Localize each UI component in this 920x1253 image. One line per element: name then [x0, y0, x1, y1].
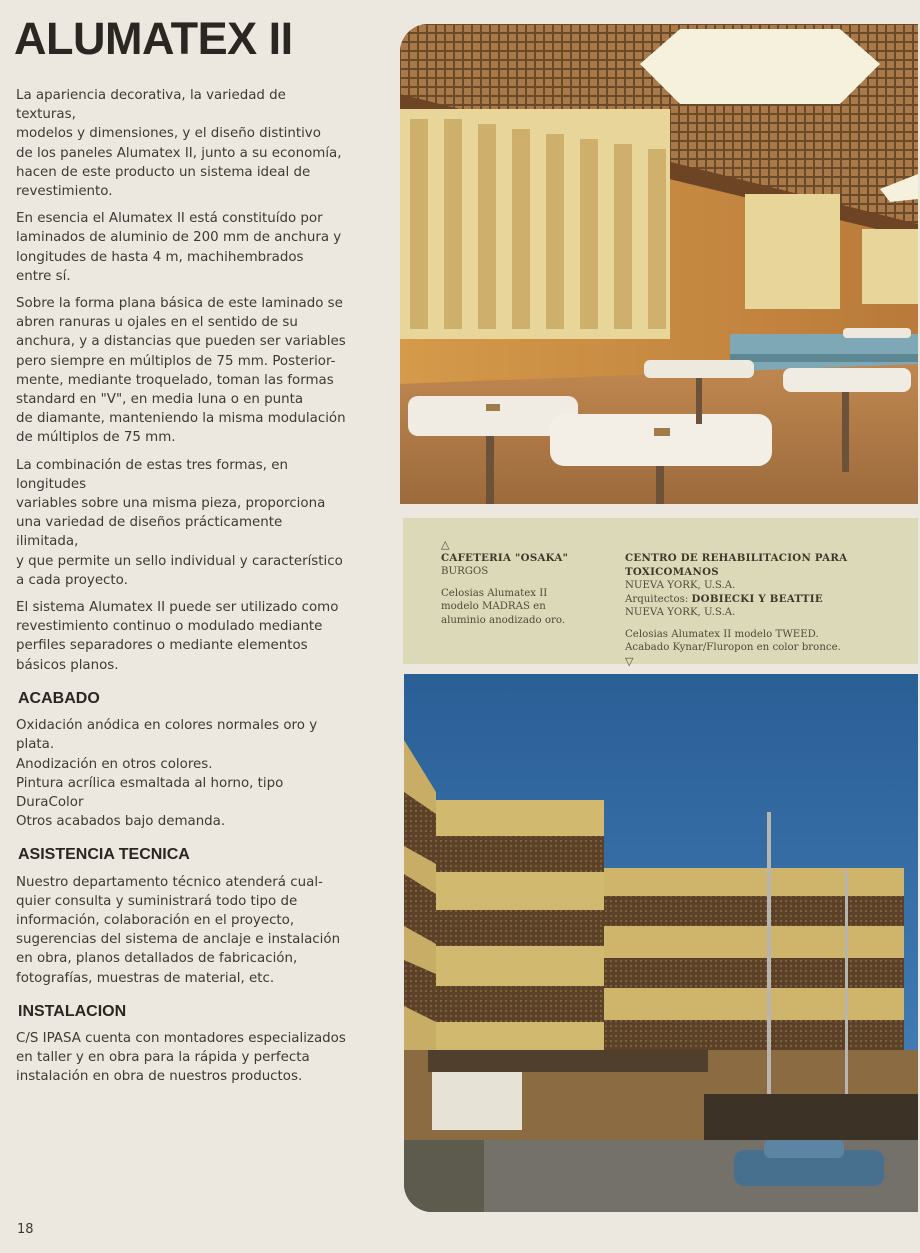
- text-line: modelos y dimensiones, y el diseño distintivo: [16, 126, 321, 142]
- text-line: de diamante, manteniendo la misma modulación: [16, 411, 346, 427]
- text-line: en obra, planos detallados de fabricación,: [16, 951, 298, 967]
- intro-paragraph-3: [16, 294, 346, 448]
- text-line: longitudes de hasta 4 m, machihembrados: [16, 249, 304, 265]
- text-line: Nuestro departamento técnico atenderá cual-: [16, 874, 323, 890]
- text-line: perfiles separadores o mediante elementos: [16, 638, 308, 654]
- text-line: instalación en obra de nuestros productos.: [16, 1069, 303, 1085]
- caption-centro-architects: [625, 593, 915, 607]
- text-line: de múltiplos de 75 mm.: [16, 430, 176, 446]
- architects-label: Arquitectos:: [625, 593, 689, 605]
- text-line: hacen de este producto un sistema ideal de: [16, 164, 311, 180]
- caption-box: [403, 518, 918, 668]
- caption-cafeteria-desc-3: aluminio anodizado oro.: [441, 614, 566, 626]
- section-body-asistencia: [16, 873, 346, 988]
- text-line: laminados de aluminio de 200 mm de anchura y: [16, 230, 342, 246]
- text-line: revestimiento.: [16, 184, 113, 200]
- text-line: en taller y en obra para la rápida y perfecta: [16, 1050, 310, 1066]
- building-illustration: [404, 674, 918, 1212]
- caption-centro-location: NUEVA YORK, U.S.A.: [625, 580, 736, 591]
- cafeteria-photo: [400, 24, 918, 504]
- intro-paragraph-1: [16, 86, 346, 201]
- text-line: El sistema Alumatex II puede ser utilizado como: [16, 600, 339, 616]
- caption-centro-desc-1: Celosias Alumatex II modelo TWEED.: [625, 628, 819, 640]
- text-line: información, colaboración en el proyecto,: [16, 912, 295, 928]
- caption-centro: [625, 552, 915, 668]
- caption-cafeteria-city: BURGOS: [441, 566, 489, 577]
- up-triangle-icon: △: [441, 538, 450, 551]
- caption-cafeteria: [441, 538, 601, 627]
- caption-centro-location-2: NUEVA YORK, U.S.A.: [625, 607, 736, 618]
- text-line: sugerencias del sistema de anclaje e instalación: [16, 932, 341, 948]
- text-line: pero siempre en múltiplos de 75 mm. Posterior-: [16, 353, 336, 369]
- caption-centro-name: CENTRO DE REHABILITACION PARA TOXICOMANOS: [625, 552, 848, 578]
- intro-paragraph-5: [16, 598, 346, 675]
- text-line: abren ranuras u ojales en el sentido de su: [16, 315, 298, 331]
- text-line: anchura, y a distancias que pueden ser variables: [16, 334, 346, 350]
- text-line: La combinación de estas tres formas, en longitudes: [16, 457, 288, 492]
- text-line: fotografías, muestras de material, etc.: [16, 970, 275, 986]
- text-line: La apariencia decorativa, la variedad de texturas,: [16, 88, 286, 123]
- caption-centro-desc-2: Acabado Kynar/Fluropon en color bronce.: [625, 642, 841, 653]
- text-line: a cada proyecto.: [16, 572, 128, 588]
- section-body-acabado: [16, 716, 346, 831]
- text-line: básicos planos.: [16, 657, 119, 673]
- text-line: C/S IPASA cuenta con montadores especializados: [16, 1030, 346, 1046]
- text-line: Otros acabados bajo demanda.: [16, 814, 226, 830]
- text-line: una variedad de diseños prácticamente ilimitada,: [16, 515, 283, 550]
- caption-cafeteria-desc-2: modelo MADRAS en: [441, 601, 546, 612]
- architects-names: DOBIECKI Y BEATTIE: [691, 592, 823, 605]
- page-title: ALUMATEX II: [14, 13, 293, 64]
- intro-paragraph-2: [16, 209, 346, 286]
- text-line: quier consulta y suministrará todo tipo de: [16, 893, 298, 909]
- text-line: Anodización en otros colores.: [16, 756, 213, 772]
- text-line: entre sí.: [16, 268, 71, 284]
- intro-paragraph-4: [16, 456, 346, 590]
- page-number: 18: [17, 1222, 34, 1237]
- text-line: de los paneles Alumatex II, junto a su economía,: [16, 145, 342, 161]
- body-text-column: [16, 86, 346, 1095]
- section-heading-instalacion: INSTALACION: [18, 1002, 127, 1020]
- caption-cafeteria-name: CAFETERIA "OSAKA": [441, 551, 569, 564]
- text-line: mente, mediante troquelado, toman las formas: [16, 372, 334, 388]
- section-heading-asistencia: ASISTENCIA TECNICA: [18, 846, 190, 864]
- down-triangle-icon: ▽: [625, 654, 634, 668]
- text-line: revestimiento continuo o modulado mediante: [16, 619, 323, 635]
- section-body-instalacion: [16, 1029, 346, 1087]
- text-line: En esencia el Alumatex II está constituído por: [16, 211, 323, 227]
- section-heading-acabado: ACABADO: [18, 689, 100, 707]
- text-line: variables sobre una misma pieza, proporciona: [16, 496, 326, 512]
- text-line: Oxidación anódica en colores normales oro y plata.: [16, 718, 318, 753]
- text-line: Sobre la forma plana básica de este laminado se: [16, 296, 343, 312]
- caption-cafeteria-desc-1: Celosias Alumatex II: [441, 587, 548, 599]
- text-line: Pintura acrílica esmaltada al horno, tipo DuraColor: [16, 775, 284, 810]
- building-photo: [404, 674, 918, 1212]
- cafeteria-illustration: [400, 24, 918, 504]
- text-line: standard en "V", en media luna o en punta: [16, 392, 304, 408]
- text-line: y que permite un sello individual y característico: [16, 553, 343, 569]
